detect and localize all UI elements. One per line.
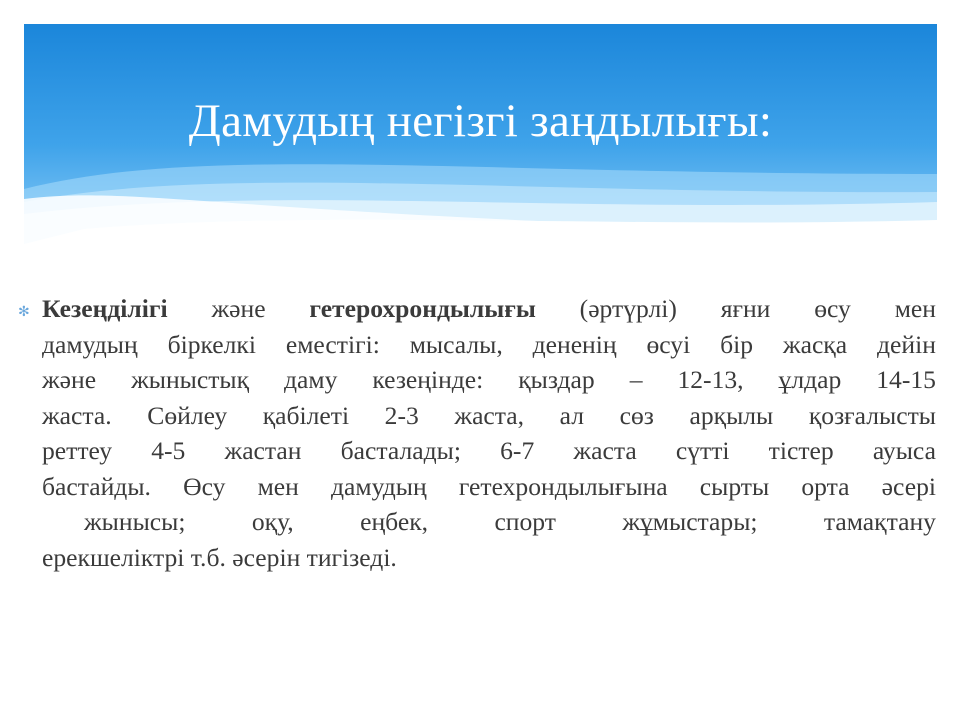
- word: –: [629, 365, 643, 394]
- word: сырты: [699, 471, 770, 501]
- word: қозғалысты: [808, 400, 936, 430]
- word: жастан: [224, 436, 302, 465]
- word: жаста.: [42, 400, 112, 430]
- word: тістер: [768, 436, 834, 465]
- word: яғни: [720, 294, 771, 323]
- word: дененің: [532, 329, 617, 359]
- term-geterohrondylygy: гетерохрондылығы: [309, 294, 536, 323]
- word: 6-7: [500, 436, 535, 465]
- word: бір: [720, 329, 754, 359]
- text-line-7: [42, 504, 936, 540]
- word: әсері: [881, 471, 936, 501]
- word: орта: [801, 471, 850, 501]
- word: 4-5: [151, 436, 186, 465]
- word: спорт: [494, 507, 556, 536]
- word: жыныстық: [131, 365, 250, 394]
- bullet-asterisk-icon: ✻: [18, 304, 30, 320]
- word: ерекшеліктрі т.б. әсерін тигізеді.: [42, 542, 397, 572]
- text-line-6: [42, 469, 936, 505]
- word: дамудың: [42, 329, 138, 359]
- word: жаста: [573, 436, 637, 465]
- word: қыздар: [518, 365, 595, 394]
- title-banner: [24, 24, 937, 244]
- word: арқылы: [689, 400, 774, 430]
- word: еместігі:: [285, 329, 380, 359]
- word: кезеңінде:: [372, 365, 484, 394]
- word: өсуі: [646, 329, 691, 359]
- bullet-paragraph: [42, 291, 936, 575]
- word: жаста,: [454, 400, 525, 430]
- text-line-4: [42, 398, 936, 434]
- word: еңбек,: [360, 507, 429, 536]
- word: сүтті: [675, 436, 730, 465]
- text-line-3: [42, 362, 936, 398]
- word: ауыса: [872, 436, 936, 465]
- word: және: [211, 294, 266, 323]
- text-line-8: [42, 540, 936, 576]
- word: 2-3: [384, 400, 419, 430]
- word: ал: [559, 400, 585, 430]
- word: реттеу: [42, 436, 113, 465]
- word: қабілеті: [262, 400, 350, 430]
- text-line-2: [42, 327, 936, 363]
- word: тамақтану: [823, 507, 936, 536]
- word: біркелкі: [167, 329, 256, 359]
- word: мен: [894, 294, 936, 323]
- term-kezendiligi: Кезеңділігі: [42, 294, 168, 323]
- word: мысалы,: [409, 329, 503, 359]
- word: даму: [284, 365, 338, 394]
- slide-title: Дамудың негізгі заңдылығы:: [188, 95, 773, 147]
- word: сөз: [619, 400, 654, 430]
- word: (әртүрлі): [579, 294, 677, 323]
- word: жұмыстары;: [622, 507, 758, 536]
- word: ұлдар: [778, 365, 842, 394]
- word: Сөйлеу: [147, 400, 228, 430]
- word: басталады;: [340, 436, 461, 465]
- word: дамудың: [331, 471, 427, 501]
- word: мен: [257, 471, 299, 501]
- word: 14-15: [876, 365, 936, 394]
- word: гетехрондылығына: [458, 471, 668, 501]
- text-line-5: [42, 433, 936, 469]
- word: дейін: [877, 329, 936, 359]
- word: жасқа: [782, 329, 848, 359]
- word: оқу,: [251, 507, 294, 536]
- word: бастайды.: [42, 471, 151, 501]
- word: жынысы;: [84, 507, 186, 536]
- word: және: [42, 365, 97, 394]
- word: 12-13,: [677, 365, 744, 394]
- text-line-1: [42, 291, 936, 327]
- word: Өсу: [183, 471, 226, 501]
- word: өсу: [814, 294, 851, 323]
